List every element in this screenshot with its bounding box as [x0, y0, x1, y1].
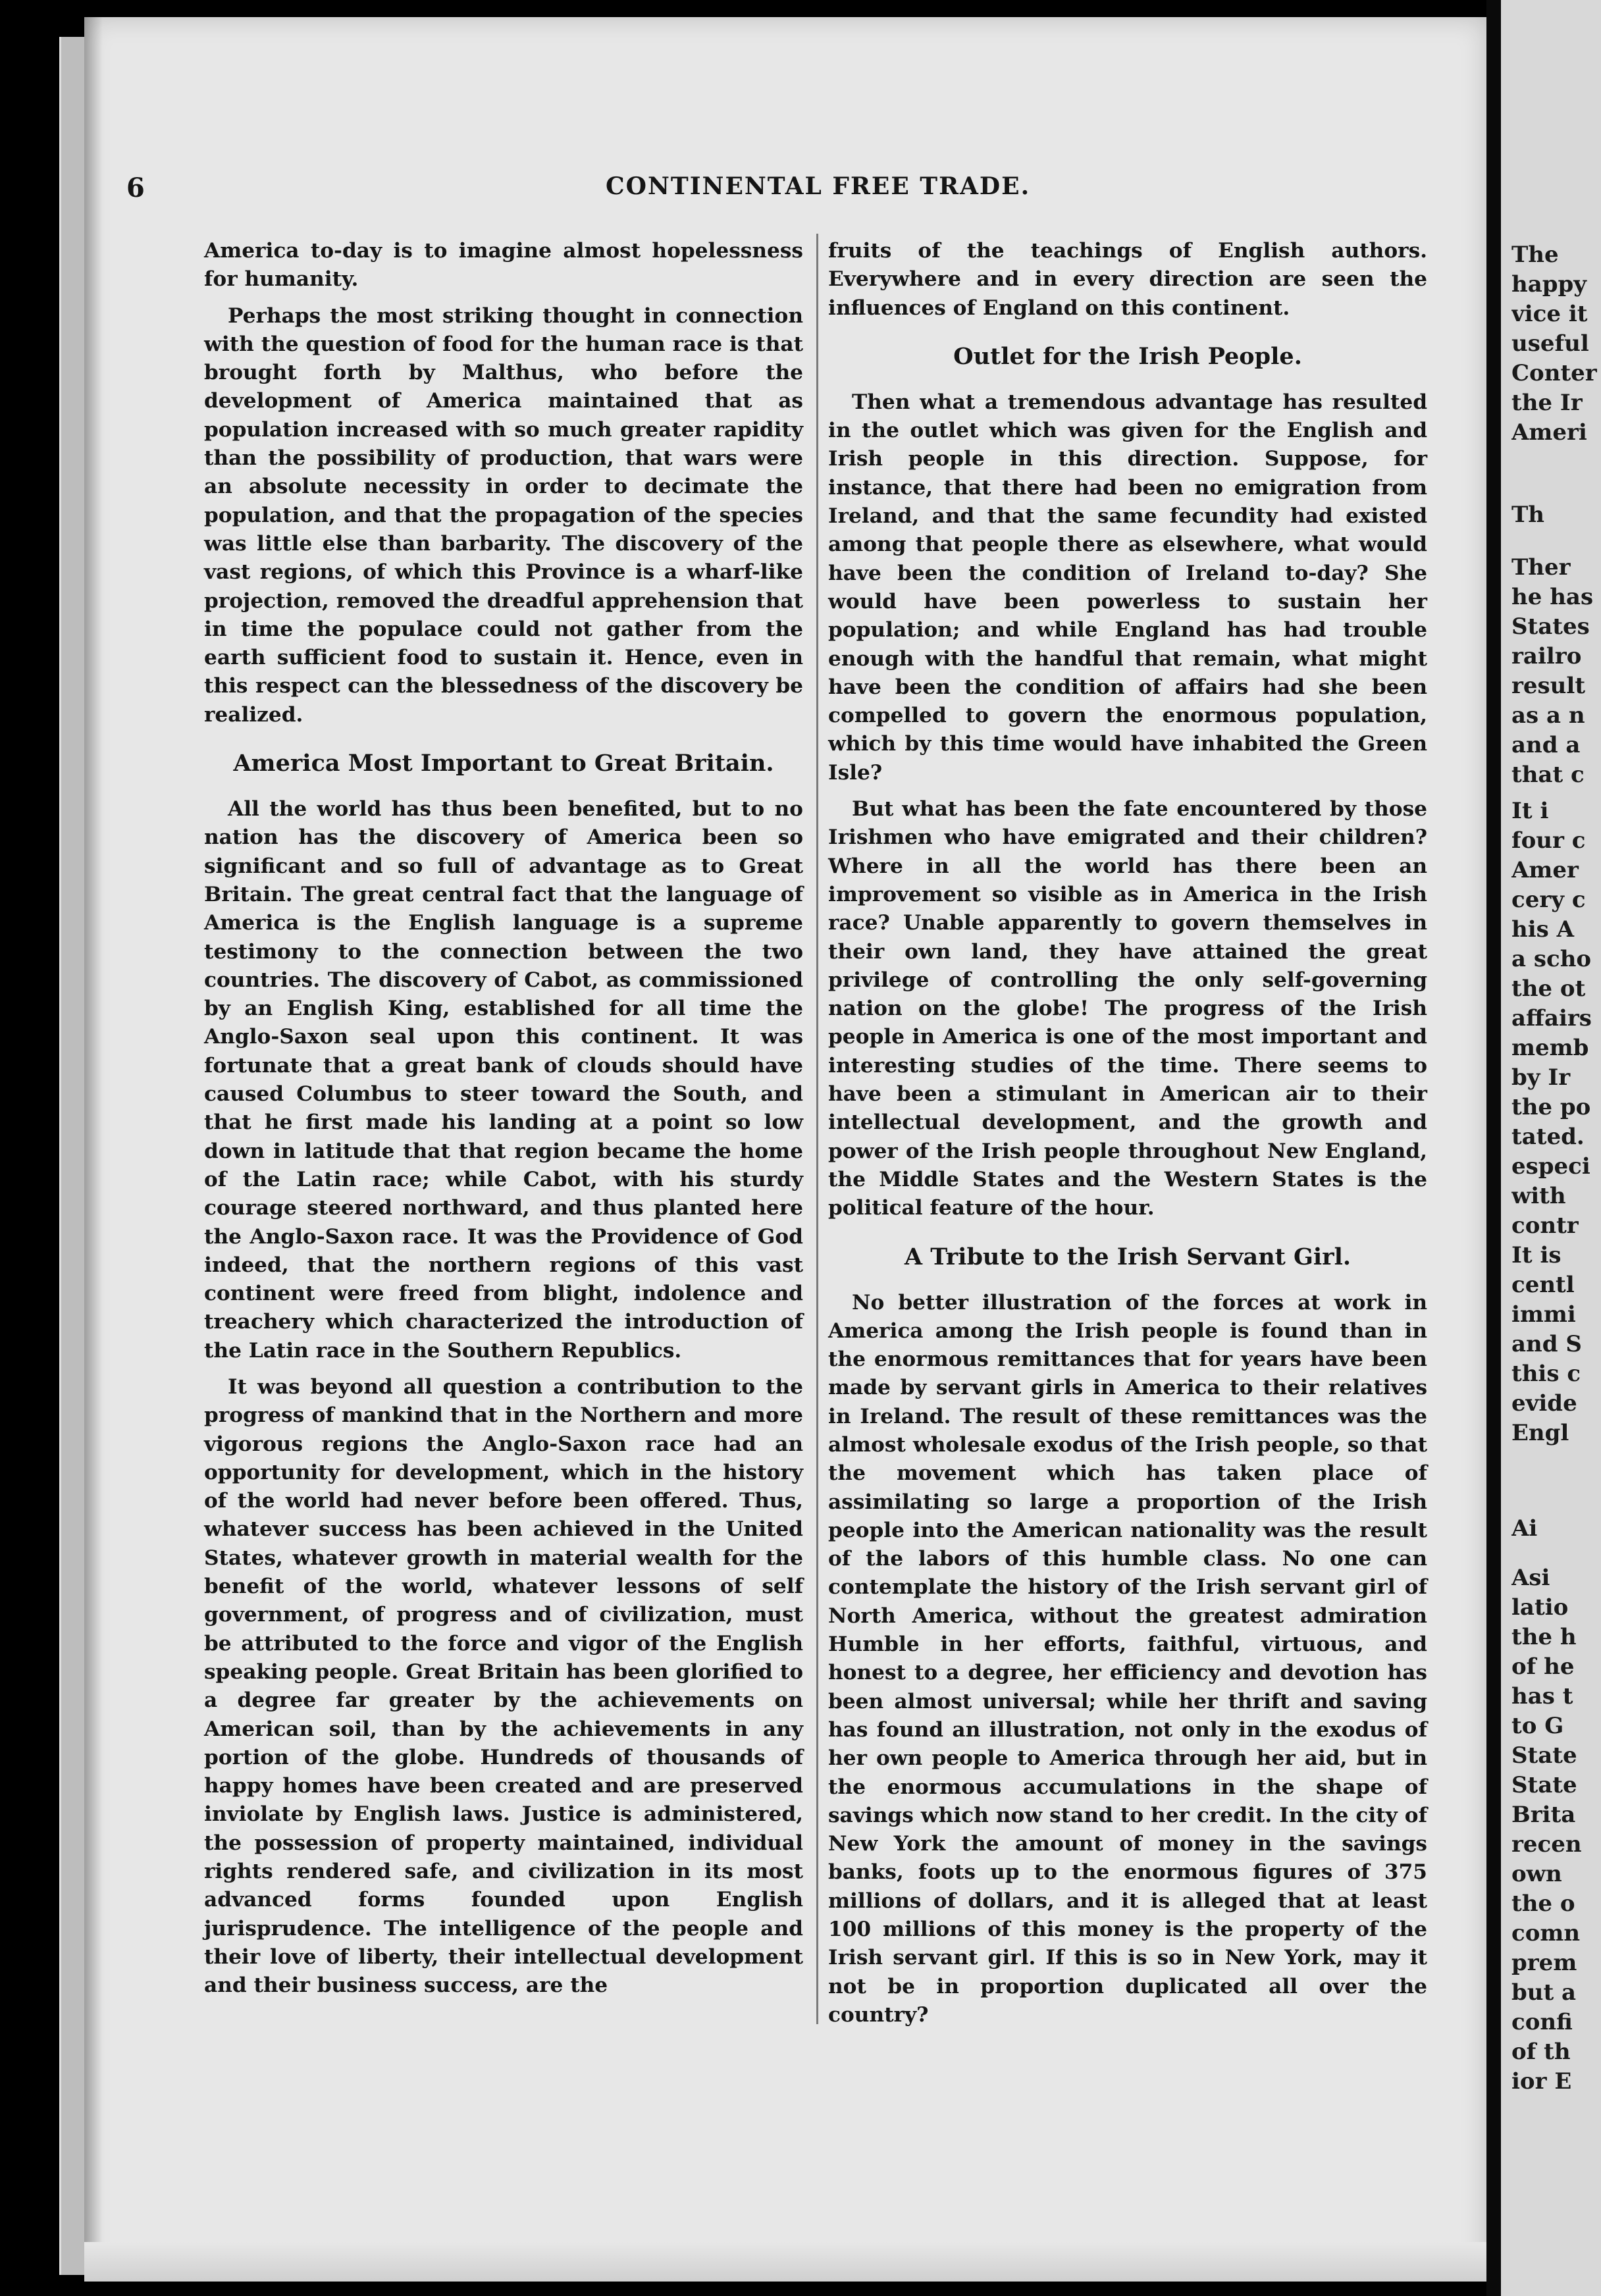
paragraph: No better illustration of the forces at work in America among the Irish people is found than in the enormous remittances that for years have been made by servant girls in America to their relatives in Ireland. The result of these remittances was the almost wholesale exodus of the Irish people, so that the movement which has taken place of assimilating so large a proportion of the Irish people into the American nationality was the result of the labors of this humble class. No one can contemplate the history of the Irish servant girl of North America, without the greatest admiration Humble in her efforts, faithful, virtuous, and honest to a degree, her efficiency and devotion has been almost universal; while her thrift and saving has found an illustration, not only in the exodus of her own people to America through her aid, but in the enormous accumulations in the shape of savings which now stand to her credit. In the city of New York the amount of money in the savings banks, foots up to the enormous figures of 375 millions of dollars, and it is alleged that at least 100 millions of this money is the property of the Irish servant girl. If this is so in New York, may it not be in proportion duplicated all over the country? — [828, 1290, 1427, 2027]
adjacent-page-text-fragment: centl — [1511, 1272, 1575, 1298]
column-rule — [816, 234, 818, 2024]
adjacent-page-text-fragment: evide — [1511, 1390, 1577, 1417]
adjacent-page-text-fragment: railro — [1511, 643, 1582, 669]
adjacent-page-text-fragment: to G — [1511, 1713, 1564, 1739]
paragraph: Then what a tremendous advantage has resulted in the outlet which was given for the English and Irish people in this direction. Suppose, for instance, that there had been no emigration from Ireland, and that the same fecundity had existed among that people there as elsewhere, what would have been the condition of Ireland to-day? She would have been powerless to sustain her population; and while England has had trouble enough with the handful that remain, what might have been the condition of affairs had she been compelled to govern the enormous population, which by this time would have inhabited the Green Isle? — [828, 390, 1427, 785]
adjacent-page-text-fragment: especi — [1511, 1153, 1590, 1180]
paragraph: America to-day is to imagine almost hopelessness for humanity. — [204, 239, 803, 292]
adjacent-page-fragment — [1501, 0, 1601, 2296]
adjacent-page-text-fragment: and a — [1511, 732, 1581, 758]
adjacent-page-text-fragment: vice it — [1511, 301, 1588, 327]
adjacent-page-text-fragment: Ameri — [1511, 419, 1587, 446]
adjacent-page-text-fragment: useful — [1511, 330, 1589, 357]
adjacent-page-text-fragment: but a — [1511, 1979, 1577, 2006]
paragraph: fruits of the teachings of English authors. Everywhere and in every direction are seen the influences of England on this continent. — [828, 239, 1427, 320]
running-head: CONTINENTAL FREE TRADE. — [606, 172, 1031, 200]
adjacent-page-text-fragment: the ot — [1511, 976, 1586, 1002]
adjacent-page-text-fragment: Brita — [1511, 1802, 1576, 1828]
adjacent-page-text-fragment: result — [1511, 673, 1586, 699]
page-fold-gap — [1486, 0, 1501, 2296]
adjacent-page-text-fragment: the h — [1511, 1624, 1577, 1650]
adjacent-page-text-fragment: Asi — [1511, 1565, 1550, 1591]
adjacent-page-text-fragment: State — [1511, 1742, 1577, 1769]
adjacent-page-text-fragment: a scho — [1511, 946, 1592, 972]
scan-edge-strip — [59, 37, 88, 2275]
adjacent-page-text-fragment: own — [1511, 1861, 1562, 1887]
adjacent-page-text-fragment: cery c — [1511, 887, 1586, 913]
section-heading: A Tribute to the Irish Servant Girl. — [904, 1243, 1352, 1270]
adjacent-page-text-fragment: recen — [1511, 1831, 1582, 1858]
adjacent-page-text-fragment: memb — [1511, 1035, 1589, 1061]
adjacent-page-text-fragment: confi — [1511, 2009, 1573, 2035]
adjacent-page-text-fragment: happy — [1511, 271, 1587, 298]
paragraph: All the world has thus been benefited, but to no nation has the discovery of America been so significant and so full of advantage as to Great Britain. The great central fact that the language of America is the English language is a supreme testimony to the connection between the two countries. The discovery of Cabot, as commissioned by an English King, established for all time the Anglo-Saxon seal upon this continent. It was fortunate that a great bank of clouds should have caused Columbus to steer toward the South, and that he first made his landing at a point so low down in latitude that that region became the home of the Latin race; while Cabot, with his sturdy courage steered northward, and thus planted here the Anglo-Saxon race. It was the Providence of God indeed, that the northern regions of this vast continent were freed from blight, indolence and treachery which characterized the introduction of the Latin race in the Southern Republics. — [204, 797, 803, 1363]
paragraph: It was beyond all question a contribution to the progress of mankind that in the Northern and more vigorous regions the Anglo-Saxon race had an opportunity for development, which in the history of the world had never before been offered. Thus, whatever success has been achieved in the United States, whatever growth in material wealth for the benefit of the world, whatever lessons of self government, of progress and of civilization, must be attributed to the force and vigor of the English speaking people. Great Britain has been glorified to a degree far greater by the achievements on American soil, than by the achievements in any portion of the globe. Hundreds of thousands of happy homes have been created and are preserved inviolate by English laws. Justice is administered, the possession of property maintained, individual rights rendered safe, and civilization in its most advanced forms founded upon English jurisprudence. The intelligence of the people and their love of liberty, their intellectual development and their business success, are the — [204, 1374, 803, 1998]
adjacent-page-text-fragment: It i — [1511, 798, 1549, 824]
adjacent-page-text-fragment: the Ir — [1511, 390, 1583, 416]
adjacent-page-text-fragment: has t — [1511, 1683, 1573, 1709]
paragraph: But what has been the fate encountered by those Irishmen who have emigrated and their children? Where in all the world has there been an improvement so visible as in America in the Irish race? Unable apparently to govern themselves in their own land, they have attained the great privilege of controlling the only self-governing nation on the globe! The progress of the Irish people in America is one of the most important and interesting studies of the time. There seems to have been a stimulant in American air to their intellectual development, and the growth and power of the Irish people throughout New England, the Middle States and the Western States is the political feature of the hour. — [828, 797, 1427, 1220]
page-bottom-edge — [84, 2242, 1486, 2282]
section-heading: America Most Important to Great Britain. — [233, 750, 774, 777]
adjacent-page-text-fragment: as a n — [1511, 702, 1585, 729]
adjacent-page-text-fragment: State — [1511, 1772, 1577, 1798]
adjacent-page-text-fragment: Conter — [1511, 360, 1597, 386]
adjacent-page-text-fragment: of th — [1511, 2039, 1571, 2065]
adjacent-page-text-fragment: latio — [1511, 1594, 1569, 1621]
adjacent-page-text-fragment: prem — [1511, 1950, 1577, 1976]
adjacent-page-text-fragment: his A — [1511, 916, 1574, 943]
adjacent-page-text-fragment: of he — [1511, 1654, 1575, 1680]
adjacent-page-text-fragment: tated. — [1511, 1124, 1585, 1150]
adjacent-page-text-fragment: Ther — [1511, 554, 1571, 581]
adjacent-page-text-fragment: with — [1511, 1183, 1566, 1209]
adjacent-page-text-fragment: that c — [1511, 762, 1585, 788]
adjacent-page-text-fragment: contr — [1511, 1213, 1579, 1239]
adjacent-page-text-fragment: comn — [1511, 1920, 1581, 1946]
adjacent-page-text-fragment: Amer — [1511, 857, 1579, 883]
adjacent-page-text-fragment: this c — [1511, 1361, 1581, 1387]
adjacent-page-text-fragment: affairs — [1511, 1005, 1592, 1031]
adjacent-page-text-fragment: ior E — [1511, 2068, 1572, 2095]
paragraph: Perhaps the most striking thought in connection with the question of food for the human race is that brought forth by Malthus, who before the development of America maintained that as population increased with so much greater rapidity than the possibility of production, that wars were an absolute necessity in order to decimate the population, and that the propagation of the species was little else than barbarity. The discovery of the vast regions, of which this Province is a wharf-like projection, removed the dreadful apprehension that in time the populace could not gather from the earth sufficient food to sustain it. Hence, even in this respect can the blessedness of the discovery be realized. — [204, 303, 803, 727]
adjacent-page-text-fragment: States — [1511, 613, 1590, 640]
adjacent-page-text-fragment: immi — [1511, 1301, 1576, 1328]
page-number: 6 — [126, 172, 145, 203]
page-gutter-shadow — [84, 17, 103, 2282]
adjacent-page-text-fragment: four c — [1511, 827, 1586, 854]
adjacent-page-text-fragment: the po — [1511, 1094, 1591, 1120]
adjacent-page-text-fragment: It is — [1511, 1242, 1562, 1268]
adjacent-page-text-fragment: and S — [1511, 1331, 1582, 1357]
adjacent-page-text-fragment: Th — [1511, 502, 1545, 528]
adjacent-page-text-fragment: he has — [1511, 584, 1594, 610]
section-heading: Outlet for the Irish People. — [953, 342, 1302, 370]
adjacent-page-text-fragment: The — [1511, 242, 1559, 268]
adjacent-page-text-fragment: by Ir — [1511, 1064, 1571, 1091]
adjacent-page-text-fragment: Ai — [1511, 1515, 1538, 1542]
left-column — [204, 237, 803, 2000]
adjacent-page-text-fragment: the o — [1511, 1891, 1575, 1917]
adjacent-page-text-fragment: Engl — [1511, 1420, 1569, 1446]
right-column — [828, 237, 1427, 2029]
